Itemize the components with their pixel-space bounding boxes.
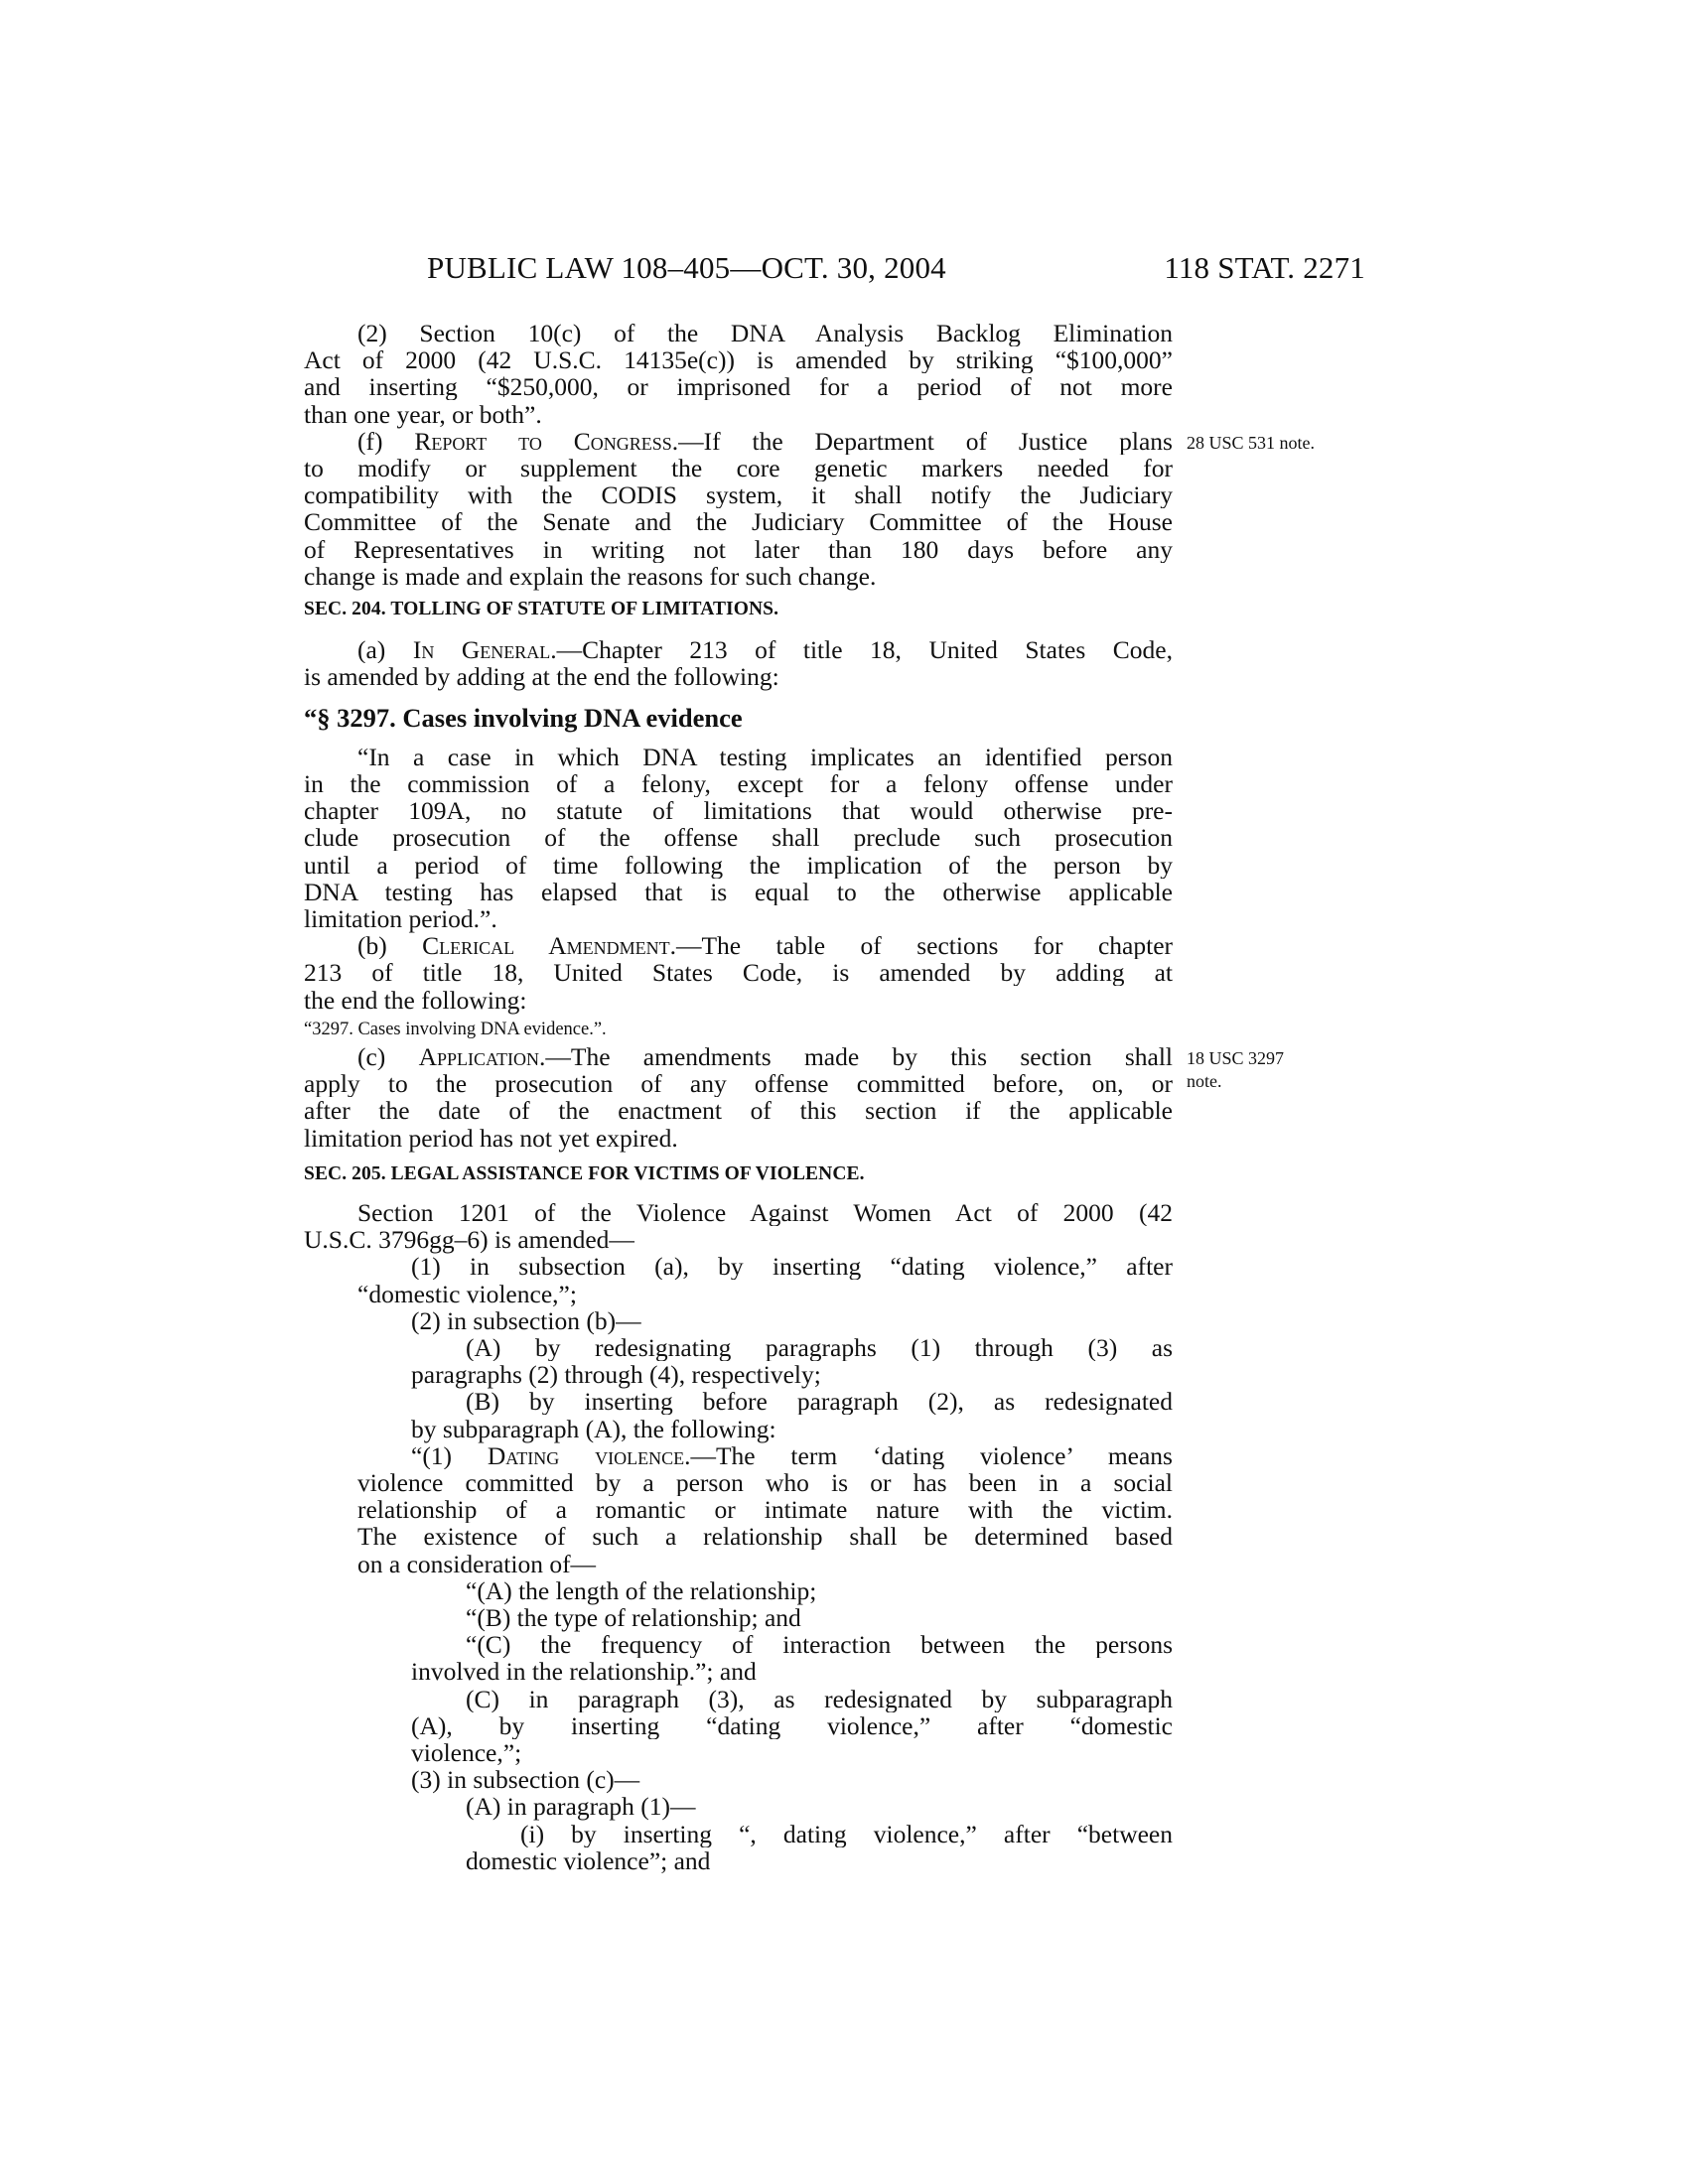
text-line: (C) in paragraph (3), as redesignated by subparagraph bbox=[466, 1685, 1173, 1712]
text-segment: .—The amendments made by this section shall bbox=[539, 1043, 1173, 1070]
margin-note: 28 USC 531 note. bbox=[1187, 432, 1316, 453]
text-line: (A) in paragraph (1)— bbox=[466, 1792, 696, 1822]
text-line: Act of 2000 (42 U.S.C. 14135e(c)) is amended by striking “$100,000” bbox=[304, 346, 1173, 374]
text-line: (2) Section 10(c) of the DNA Analysis Backlog Elimination bbox=[357, 320, 1173, 346]
text-line: compatibility with the CODIS system, it shall notify the Judiciary bbox=[304, 481, 1173, 509]
text-line: (A), by inserting “dating violence,” after “domestic bbox=[411, 1711, 1173, 1739]
text-line: (3) in subsection (c)— bbox=[411, 1765, 640, 1795]
subsection-caption: Application bbox=[418, 1043, 540, 1070]
text-segment: .—Chapter 213 of title 18, United States Code, bbox=[550, 636, 1173, 664]
section-heading: SEC. 205. LEGAL ASSISTANCE FOR VICTIMS OF VIOLENCE. bbox=[304, 1162, 865, 1184]
text-segment: (f) bbox=[357, 427, 415, 455]
text-line: 213 of title 18, United States Code, is amended by adding at bbox=[304, 959, 1173, 987]
code-section-heading: “§ 3297. Cases involving DNA evidence bbox=[304, 702, 743, 733]
margin-note: 18 USC 3297 bbox=[1187, 1048, 1285, 1068]
text-line: The existence of such a relationship shall be determined based bbox=[357, 1523, 1173, 1551]
subsection-caption: Dating violence bbox=[487, 1441, 685, 1469]
text-line: clude prosecution of the offense shall preclude such prosecution bbox=[304, 824, 1173, 852]
text-line: DNA testing has elapsed that is equal to the otherwise applicable bbox=[304, 878, 1173, 905]
text-segment: .—The term ‘dating violence’ means bbox=[684, 1441, 1173, 1469]
text-line: in the commission of a felony, except for a felony offense under bbox=[304, 770, 1173, 797]
text-line: involved in the relationship.”; and bbox=[411, 1657, 757, 1687]
text-segment: (a) bbox=[357, 636, 413, 664]
text-line bbox=[357, 932, 1173, 959]
text-line: after the date of the enactment of this section if the applicable bbox=[304, 1097, 1173, 1125]
text-segment: .—The table of sections for chapter bbox=[669, 932, 1173, 960]
text-line: violence,”; bbox=[411, 1738, 522, 1767]
text-line: until a period of time following the implication of the person by bbox=[304, 851, 1173, 879]
text-line: U.S.C. 3796gg–6) is amended— bbox=[304, 1225, 634, 1255]
text-line: Section 1201 of the Violence Against Women Act of 2000 (42 bbox=[357, 1199, 1173, 1226]
text-line: “domestic violence,”; bbox=[357, 1279, 577, 1308]
text-line: than one year, or both”. bbox=[304, 399, 542, 429]
text-line: on a consideration of— bbox=[357, 1549, 597, 1578]
text-segment: (b) bbox=[357, 932, 423, 960]
text-line: “(C) the frequency of interaction between the persons bbox=[466, 1631, 1173, 1659]
text-line: by subparagraph (A), the following: bbox=[411, 1414, 776, 1443]
running-header-title: PUBLIC LAW 108–405—OCT. 30, 2004 bbox=[427, 250, 946, 285]
text-line: “(B) the type of relationship; and bbox=[466, 1603, 801, 1632]
text-line: chapter 109A, no statute of limitations that would otherwise pre- bbox=[304, 797, 1173, 825]
text-line: relationship of a romantic or intimate nature with the victim. bbox=[357, 1496, 1173, 1524]
section-heading: SEC. 204. TOLLING OF STATUTE OF LIMITATIONS. bbox=[304, 599, 779, 619]
margin-note: note. bbox=[1187, 1071, 1222, 1091]
text-line bbox=[357, 636, 1173, 663]
text-line: of Representatives in writing not later than 180 days before any bbox=[304, 535, 1173, 563]
page-number: 118 STAT. 2271 bbox=[1164, 250, 1365, 285]
text-line: (1) in subsection (a), by inserting “dating violence,” after bbox=[411, 1253, 1173, 1281]
text-line: limitation period.”. bbox=[304, 904, 497, 933]
text-line: (A) by redesignating paragraphs (1) through (3) as bbox=[466, 1334, 1173, 1361]
text-line: domestic violence”; and bbox=[466, 1845, 711, 1875]
subsection-caption: Clerical Amendment bbox=[422, 932, 670, 960]
text-line: (i) by inserting “, dating violence,” after “between bbox=[520, 1820, 1173, 1847]
text-line: apply to the prosecution of any offense committed before, on, or bbox=[304, 1070, 1173, 1098]
text-line: limitation period has not yet expired. bbox=[304, 1123, 678, 1153]
text-line: (B) by inserting before paragraph (2), as redesignated bbox=[466, 1388, 1173, 1416]
text-segment: (c) bbox=[357, 1043, 419, 1070]
text-line: change is made and explain the reasons for such change. bbox=[304, 561, 877, 591]
text-line: “In a case in which DNA testing implicates an identified person bbox=[357, 743, 1173, 770]
text-line: to modify or supplement the core genetic markers needed for bbox=[304, 455, 1173, 481]
text-line: “3297. Cases involving DNA evidence.”. bbox=[304, 1019, 607, 1039]
subsection-caption: In General bbox=[412, 636, 551, 664]
text-line bbox=[411, 1442, 1173, 1469]
text-line: and inserting “$250,000, or imprisoned for a period of not more bbox=[304, 373, 1173, 401]
text-line: Committee of the Senate and the Judiciary Committee of the House bbox=[304, 508, 1173, 536]
text-line: “(A) the length of the relationship; bbox=[466, 1575, 817, 1605]
text-line: paragraphs (2) through (4), respectively; bbox=[411, 1360, 821, 1390]
text-line: (2) in subsection (b)— bbox=[411, 1305, 641, 1335]
text-segment: .—If the Department of Justice plans bbox=[671, 427, 1173, 455]
text-segment: “(1) bbox=[411, 1441, 488, 1469]
text-line: is amended by adding at the end the following: bbox=[304, 662, 779, 692]
subsection-caption: Report to Congress bbox=[414, 427, 672, 455]
text-line: violence committed by a person who is or has been in a social bbox=[357, 1469, 1173, 1496]
text-line bbox=[357, 1043, 1173, 1070]
text-line: the end the following: bbox=[304, 985, 527, 1015]
text-line bbox=[357, 428, 1173, 455]
